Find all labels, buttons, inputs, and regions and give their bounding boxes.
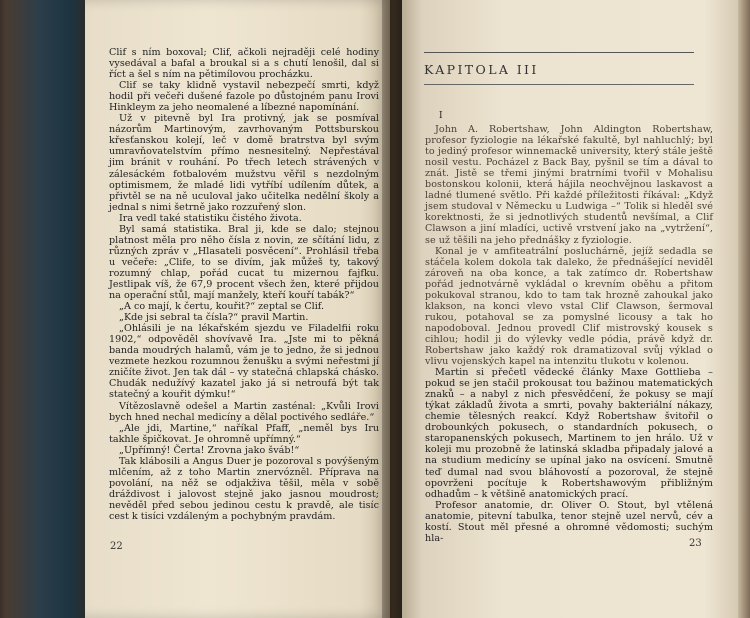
paragraph: Clif se taky klidně vystavil nebezpečí smrti, když hodil při večeři dušené fazole po důstojném panu Irovi Hinkleym za jeho neomalené a líbezné napomínání. bbox=[109, 80, 379, 114]
chapter-heading: KAPITOLA III bbox=[424, 62, 539, 77]
paragraph: Profesor anatomie, dr. Oliver O. Stout, byl vtělená anatomie, pitevní tabulka, tenor stejně uzel nervů, cév a kostí. Stout měl přesné a ohromné vědomosti; suchým hla- bbox=[425, 499, 713, 544]
paragraph: Konal je v amfiteatrální posluchárně, jejíž sedadla se stáčela kolem dokola tak daleko, že přednášející neviděl zároveň na oba konce, a tak zatímco dr. Robertshaw pořád jednotvárně vykládal o krevním oběhu a přitom pokukoval stranou, kdo to tam tak hrozně zahoukal jako klakson, na konci vlevo vstal Clif Clawson, šermoval rukou, potahoval se za pomyslné licousy a tak ho napodoboval. Jednou provedl Clif mistrovský kousek s cihlou; hodil ji do výlevky vedle pódia, právě když dr. Robertshaw jako každý rok dramatizoval svůj výklad o vlivu vojenských kapel na intenzitu tlukotu v kolenou. bbox=[425, 245, 713, 368]
page-number-left: 22 bbox=[110, 541, 123, 552]
paragraph: Martin si přečetl vědecké články Maxe Gottlieba – pokud se jen stačil prokousat tou bažinou matematických znaků – a nabyl z nich přesvědčení, že pokusy se mají týkat základů života a smrti, povahy bakteriální nákazy, chemie tělesných reakcí. Když Robertshaw švitořil o drobounkých pokusech, o standardních pokusech, o staropanenských pokusech, Martinem to jen hrálo. Už v koleji mu prozobně že latinská skladba připadaly jalové a na studium medicíny se upínal jako na osvícení. Smutně teď dumal nad svou bláhovostí a pozoroval, že stejně opovrženi pocítuje k Robertshawovým přibližným odhadům – k většině anatomických prací. bbox=[425, 367, 713, 500]
paragraph: Už v pitevně byl Ira protivný, jak se posmíval názorům Martinovým, zavrhovaným Pottsburskou křesťanskou kolejí, leč v domě bratrstva byl svým umravňovatelstvím přímo nesnesitelný. Nepřestával jim bránit v rouhání. Po třech letech strávených v zálesáckém fotbalovém mužstvu věřil s nezdolným optimismem, že mladé lidi vytříbí udílením důtek, a přivtěl se na ně uculoval jako učitelka nedělní školy a jednal s nimi šetrně jako rozzuřený slon. bbox=[109, 113, 379, 213]
page-edge bbox=[738, 0, 750, 618]
chapter-rule-top bbox=[424, 52, 694, 53]
left-page-text bbox=[109, 47, 379, 522]
paragraph: Tak klábosili a Angus Duer je pozoroval s povýšeným mlčením, až z toho Martin znervózněl. Příprava na povolání, na něž se odjakživa těšil, měla v sobě dráždivost i jalovost stejně jako jasnou moudrost; nevěděl před sebou jedinou cestu k pravdě, ale tisíc cest k tisíci vzdáleným a pochybným pravdám. bbox=[109, 455, 379, 522]
paragraph: „Upřímný! Čerta! Zrovna jako šváb!“ bbox=[119, 444, 300, 456]
paragraph: Vítězoslavně odešel a Martin zasténal: „Kvůli Irovi bych hned nechal medicíny a dělal poctivého sedláře.“ bbox=[109, 400, 379, 423]
paragraph: „A co mají, k čertu, kouřit?“ zeptal se Clif. bbox=[119, 301, 325, 313]
chapter-rule-bottom bbox=[424, 84, 694, 85]
right-page-text bbox=[425, 111, 713, 544]
page-number-right: 23 bbox=[689, 538, 702, 549]
paragraph: Ira vedl také statistiku čistého života. bbox=[119, 212, 302, 224]
paragraph: „Ohlásili je na lékařském sjezdu ve Filadelfii roku 1902,“ odpověděl shovívavě Ira. „Jste mi to pěkná banda moudrých halamů, vám je to jedno, že si jednou vezmete hezkou rozumnou ženušku a svými neřestmi jí zničíte život. Jen tak dál – vy statečná chlapská chásko. Chudák nedužívý kazatel jako já si netroufá být tak statečný a kouřit dýmku!“ bbox=[109, 323, 379, 401]
paragraph: „Ale jdi, Martine,“ naříkal Pfaff, „neměl bys Iru takhle špičkovat. Je ohromně upřímný.“ bbox=[109, 422, 379, 445]
paragraph: Byl samá statistika. Bral ji, kde se dalo; stejnou platnost měla pro něho čísla z novin, ze sčítání lidu, z různých zpráv v „Hlasateli posvěcení“. Prohlásil třeba u večeře: „Clife, to se divím, jak můžeš ty, takový rozumný chlap, pořád cucat tu mizernou fajfku. Jestlipak víš, že 67,9 procent všech žen, které přijdou na operační stůl, mají manžely, kteří kouří tabák?“ bbox=[109, 223, 379, 302]
paragraph: John A. Robertshaw, John Aldington Robertshaw, profesor fyziologie na lékařské fakultě, byl nahluchlý; byl to jediný profesor winnemackě university, který stále ještě nosil vestu. Pocházel z Back Bay, pyšnil se tím a dával to znát. Jistě se třemi jinými bratrními tvořil v Mohalisu bostonskou kolonii, která hájila neochvějnou laskavost a ladné tlumené světlo. Při každé příležitosti říkával: „Když jsem studoval v Německu u Ludwiga –“ Tolik si hleděl své korektnosti, že si jednotlivých studentů nevšímal, a Clif Clawson a jiní mladíci, uctivě vrstvení jako na „vytržení“, se už těšili na jeho přednášky z fyziologie. bbox=[425, 124, 713, 246]
section-marker: I bbox=[439, 111, 443, 121]
paragraph: „Kde jsi sebral ta čísla?“ pravil Martin. bbox=[119, 312, 309, 324]
paragraph: Clif s ním boxoval; Clif, ačkoli nejraději celé hodiny vysedával a bafal a broukal si a s chutí lenošil, dal si říct a šel s ním na pětimílovou procházku. bbox=[109, 47, 379, 81]
